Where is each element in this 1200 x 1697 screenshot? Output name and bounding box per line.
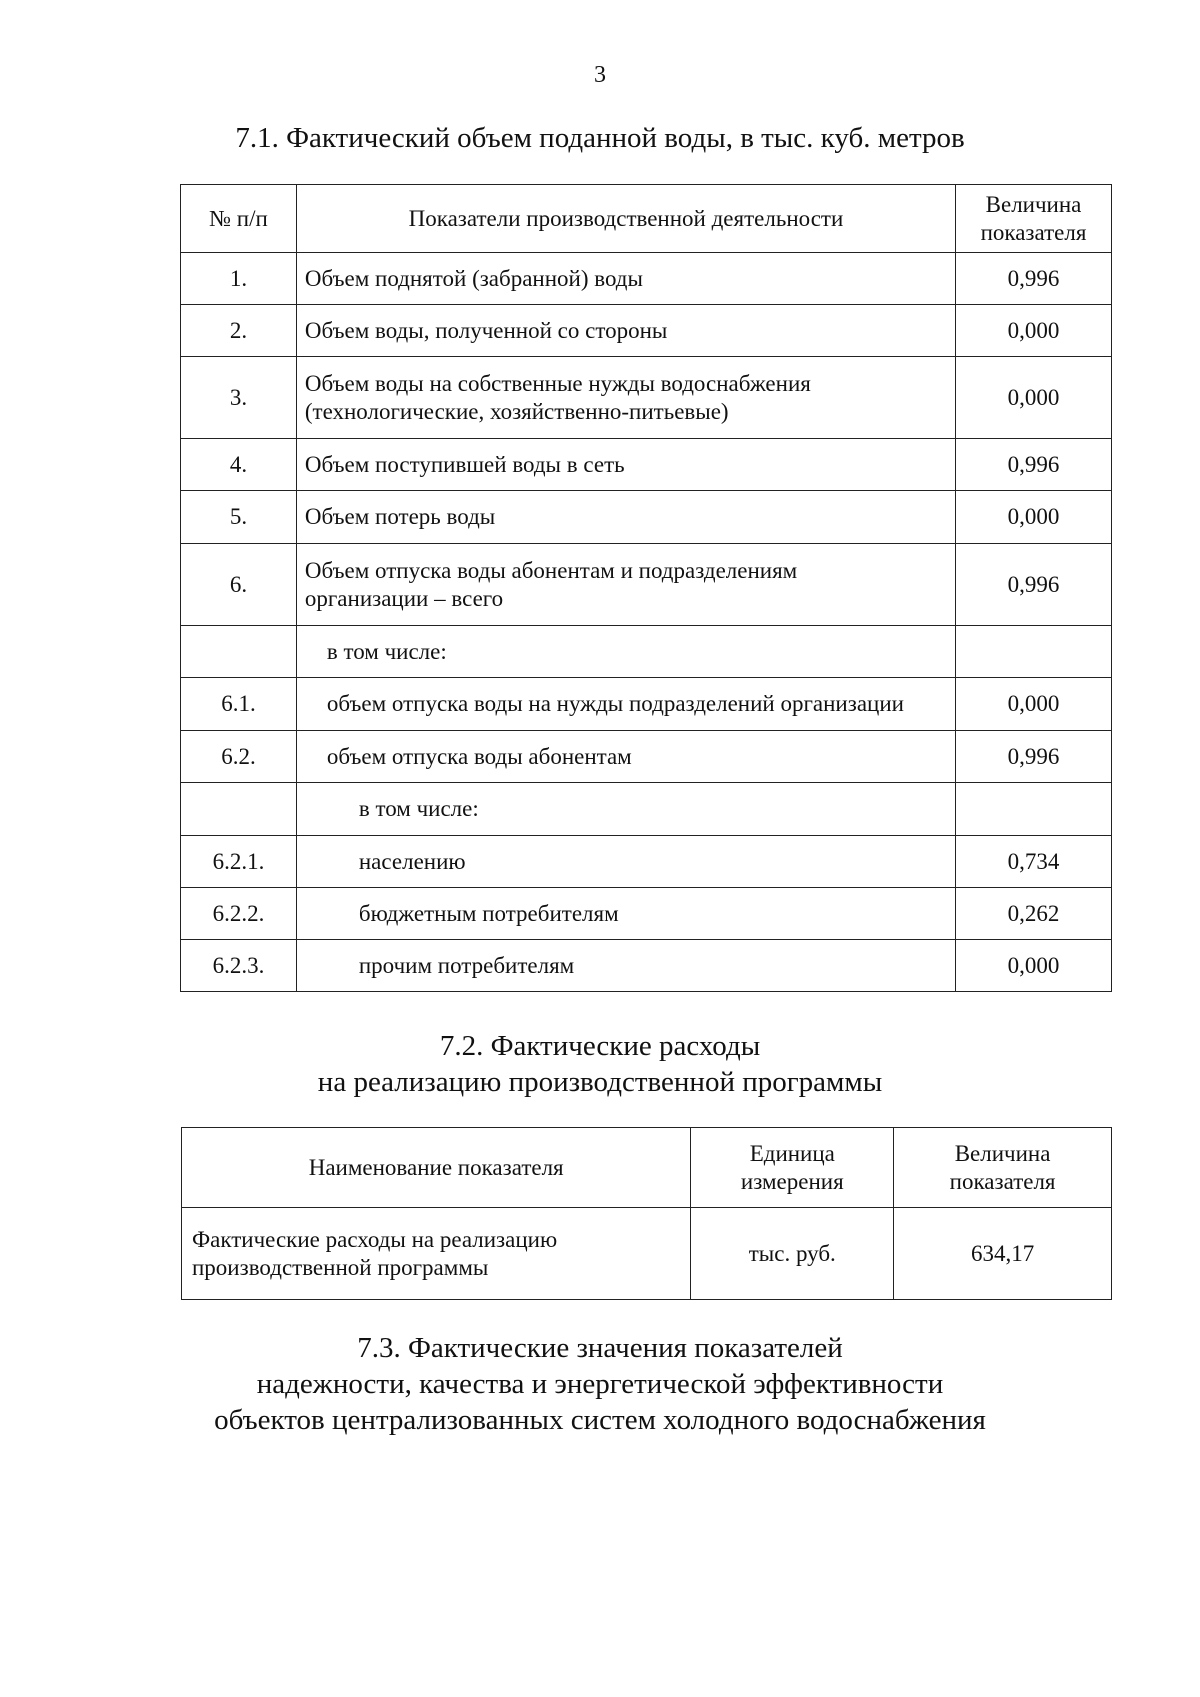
row-num: 6.2. [181, 731, 297, 783]
table-row [181, 491, 1112, 544]
row-value: 0,996 [956, 544, 1112, 626]
row-value: 0,000 [956, 357, 1112, 439]
table-row [181, 357, 1112, 439]
table-row [181, 544, 1112, 626]
table-row [181, 888, 1112, 940]
table-row [181, 305, 1112, 357]
header-indicator-name: Наименование показателя [182, 1128, 691, 1208]
table-header-row [181, 185, 1112, 253]
water-volume-table [180, 184, 1112, 992]
expenses-table [181, 1127, 1112, 1300]
header-unit: Единица измерения [691, 1128, 894, 1208]
row-indicator: объем отпуска воды на нужды подразделений организации [296, 678, 955, 731]
row-value: 0,000 [956, 940, 1112, 992]
row-value: 0,262 [956, 888, 1112, 940]
row-num: 2. [181, 305, 297, 357]
row-value [956, 783, 1112, 836]
row-value: 0,000 [956, 678, 1112, 731]
row-value: 0,000 [956, 491, 1112, 544]
row-indicator: бюджетным потребителям [296, 888, 955, 940]
row-num: 6.2.1. [181, 836, 297, 888]
row-num: 1. [181, 253, 297, 305]
row-num: 5. [181, 491, 297, 544]
row-value: 0,996 [956, 731, 1112, 783]
table-row [181, 836, 1112, 888]
header-indicator: Показатели производственной деятельности [296, 185, 955, 253]
row-num: 6.1. [181, 678, 297, 731]
section-7-3-title: 7.3. Фактические значения показателей надежности, качества и энергетической эффективности объектов централизованных систем холодного водоснабжения [214, 1332, 986, 1436]
table-row [181, 626, 1112, 678]
row-indicator: в том числе: [296, 626, 955, 678]
row-indicator: Объем воды на собственные нужды водоснабжения (технологические, хозяйственно-питьевые) [296, 357, 955, 439]
row-indicator: Объем потерь воды [296, 491, 955, 544]
row-num [181, 783, 297, 836]
row-num: 6.2.2. [181, 888, 297, 940]
row-value: 634,17 [894, 1208, 1112, 1300]
table-row [181, 783, 1112, 836]
row-num: 6.2.3. [181, 940, 297, 992]
row-value [956, 626, 1112, 678]
row-num: 6. [181, 544, 297, 626]
row-indicator: в том числе: [296, 783, 955, 836]
row-unit: тыс. руб. [691, 1208, 894, 1300]
row-num: 4. [181, 439, 297, 491]
table-row [182, 1208, 1112, 1300]
row-indicator: населению [296, 836, 955, 888]
row-indicator: прочим потребителям [296, 940, 955, 992]
row-indicator: объем отпуска воды абонентам [296, 731, 955, 783]
header-value: Величина показателя [894, 1128, 1112, 1208]
header-value: Величина показателя [956, 185, 1112, 253]
table-header-row [182, 1128, 1112, 1208]
page-number: 3 [594, 62, 606, 88]
row-value: 0,996 [956, 253, 1112, 305]
row-num: 3. [181, 357, 297, 439]
row-value: 0,996 [956, 439, 1112, 491]
row-indicator: Объем отпуска воды абонентам и подразделениям организации – всего [296, 544, 955, 626]
table-row [181, 940, 1112, 992]
table-row [181, 731, 1112, 783]
row-indicator: Объем воды, полученной со стороны [296, 305, 955, 357]
row-indicator: Объем поступившей воды в сеть [296, 439, 955, 491]
row-value: 0,000 [956, 305, 1112, 357]
row-value: 0,734 [956, 836, 1112, 888]
section-7-1-title: 7.1. Фактический объем поданной воды, в тыс. куб. метров [235, 122, 965, 154]
table-row [181, 253, 1112, 305]
section-7-2-title: 7.2. Фактические расходы на реализацию производственной программы [317, 1030, 883, 1098]
row-indicator: Объем поднятой (забранной) воды [296, 253, 955, 305]
table-row [181, 439, 1112, 491]
table-row [181, 678, 1112, 731]
header-num: № п/п [181, 185, 297, 253]
row-indicator: Фактические расходы на реализацию производственной программы [182, 1208, 691, 1300]
row-num [181, 626, 297, 678]
